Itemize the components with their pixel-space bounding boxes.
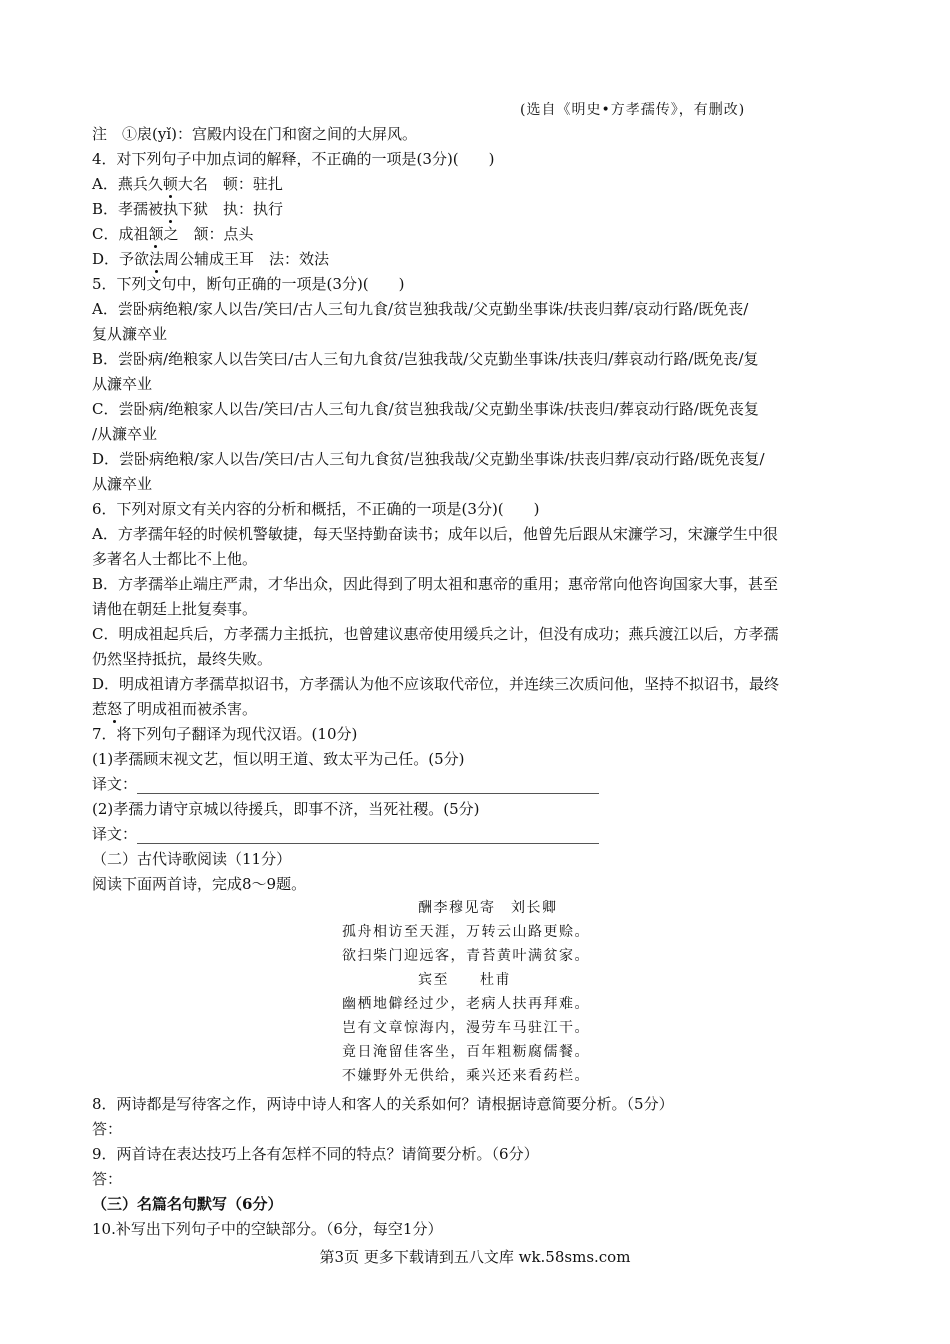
translation-2-answer-line[interactable] [137, 829, 599, 844]
q5-option-c-line1: C．尝卧病/绝粮家人以告/笑曰/古人三旬九食/贫岂独我哉/父克勤坐事诛/扶丧归/葬哀动行路/既免丧复 [92, 400, 759, 418]
q6-option-b-line2: 请他在朝廷上批复奏事。 [92, 600, 258, 618]
q4-option-c [92, 224, 254, 244]
poem-2-line-2: 岂有文章惊海内，漫劳车马驻江干。 [342, 1020, 590, 1036]
q6-option-a-line2: 多著名人士都比不上他。 [92, 550, 258, 568]
q7-translation-2 [92, 824, 599, 844]
poem-1-title: 酬李穆见寄 刘长卿 [418, 900, 558, 916]
q8-answer-label[interactable]: 答： [92, 1120, 123, 1138]
q4-d-pre: D．予欲 [92, 250, 150, 268]
q4-a-dotted-word: 顿 [162, 175, 178, 193]
q6-stem: 6．下列对原文有关内容的分析和概括，不正确的一项是(3分)( ) [92, 500, 540, 518]
q6-option-b-line1: B．方孝孺举止端庄严肃，才华出众，因此得到了明太祖和惠帝的重用；惠帝常向他咨询国家大事，甚至 [92, 575, 779, 593]
poem-1-line-1: 孤舟相访至天涯，万转云山路更赊。 [342, 924, 590, 940]
q4-option-a [92, 174, 283, 194]
q4-option-b [92, 199, 283, 219]
q4-d-post: 周公辅成王耳 法：效法 [164, 250, 330, 268]
q5-option-b-line1: B．尝卧病/绝粮家人以告笑曰/古人三旬九食贫/岂独我哉/父克勤坐事诛/扶丧归/葬哀动行路/既免丧/复 [92, 350, 759, 368]
q10-stem: 10.补写出下列句子中的空缺部分。（6分，每空1分） [92, 1220, 443, 1238]
poem-2-line-4: 不嫌野外无供给，乘兴还来看药栏。 [342, 1068, 590, 1084]
q5-option-b-line2: 从濂卒业 [92, 375, 153, 393]
q4-b-post: 下狱 执：执行 [178, 200, 284, 218]
annotation-note: 注 ①扆(yǐ)：宫殿内设在门和窗之间的大屏风。 [92, 125, 417, 143]
q6-option-d-line2 [92, 699, 257, 719]
translation-label: 译文： [92, 775, 138, 793]
q4-d-dotted-word: 法 [149, 250, 165, 268]
section-2-intro: 阅读下面两首诗，完成8～9题。 [92, 875, 307, 893]
q4-c-pre: C．成祖 [92, 225, 149, 243]
translation-1-answer-line[interactable] [137, 779, 599, 794]
q6-option-c-line1: C．明成祖起兵后，方孝孺力主抵抗，也曾建议惠帝使用缓兵之计，但没有成功；燕兵渡江以后，方孝孺 [92, 625, 779, 643]
translation-label: 译文： [92, 825, 138, 843]
q5-option-a-line1: A．尝卧病绝粮/家人以告/笑曰/古人三旬九食/贫岂独我哉/父克勤坐事诛/扶丧归葬/哀动行路/既免丧/ [92, 300, 749, 318]
q7-stem: 7．将下列句子翻译为现代汉语。(10分) [92, 725, 358, 743]
q5-option-c-line2: /从濂卒业 [92, 425, 158, 443]
q4-a-post: 大名 顿：驻扎 [177, 175, 283, 193]
q6-d-post: 了明成祖而被杀害。 [122, 700, 258, 718]
poem-1-line-2: 欲扫柴门迎远客，青苔黄叶满贫家。 [342, 948, 590, 964]
q8-stem: 8．两诗都是写待客之作，两诗中诗人和客人的关系如何？请根据诗意简要分析。（5分） [92, 1095, 674, 1113]
q7-sentence-1: (1)孝孺顾末视文艺，恒以明王道、致太平为己任。(5分) [92, 750, 465, 768]
q5-option-d-line2: 从濂卒业 [92, 475, 153, 493]
source-note: (选自《明史•方孝孺传》，有删改) [520, 102, 746, 118]
q5-stem: 5．下列文句中，断句正确的一项是(3分)( ) [92, 275, 405, 293]
q9-answer-label[interactable]: 答： [92, 1170, 123, 1188]
q4-b-pre: B．孝孺被 [92, 200, 164, 218]
section-3-title: （三）名篇名句默写（6分） [92, 1195, 283, 1213]
q7-translation-1 [92, 774, 599, 794]
poem-2-line-1: 幽栖地僻经过少，老病人扶再拜难。 [342, 996, 590, 1012]
poem-2-line-3: 竟日淹留佳客坐，百年粗粝腐儒餐。 [342, 1044, 590, 1060]
q4-option-d [92, 249, 329, 269]
q4-stem: 4．对下列句子中加点词的解释，不正确的一项是(3分)( ) [92, 150, 495, 168]
q4-c-post: 之 颔：点头 [163, 225, 254, 243]
q9-stem: 9．两首诗在表达技巧上各有怎样不同的特点？请简要分析。（6分） [92, 1145, 539, 1163]
page-footer: 第3页 更多下载请到五八文库 wk.58sms.com [319, 1248, 631, 1266]
q4-a-pre: A．燕兵久 [92, 175, 163, 193]
q5-option-a-line2: 复从濂卒业 [92, 325, 168, 343]
q7-sentence-2: (2)孝孺力请守京城以待援兵，即事不济，当死社稷。(5分) [92, 800, 480, 818]
q5-option-d-line1: D．尝卧病绝粮/家人以告/笑曰/古人三旬九食贫/岂独我哉/父克勤坐事诛/扶丧归葬/哀动行路/既免丧复/ [92, 450, 765, 468]
poem-2-title: 宾至 杜甫 [418, 972, 511, 988]
q4-b-dotted-word: 执 [163, 200, 179, 218]
q6-d-dotted-word: 怒 [107, 700, 123, 718]
q6-option-c-line2: 仍然坚持抵抗，最终失败。 [92, 650, 273, 668]
q6-option-d-line1: D．明成祖请方孝孺草拟诏书，方孝孺认为他不应该取代帝位，并连续三次质问他，坚持不拟诏书，最终 [92, 675, 780, 693]
q6-d-pre: 惹 [92, 700, 108, 718]
q4-c-dotted-word: 颔 [148, 225, 164, 243]
section-2-title: （二）古代诗歌阅读（11分） [92, 850, 292, 868]
q6-option-a-line1: A．方孝孺年轻的时候机警敏捷，每天坚持勤奋读书；成年以后，他曾先后跟从宋濂学习，宋濂学生中很 [92, 525, 778, 543]
